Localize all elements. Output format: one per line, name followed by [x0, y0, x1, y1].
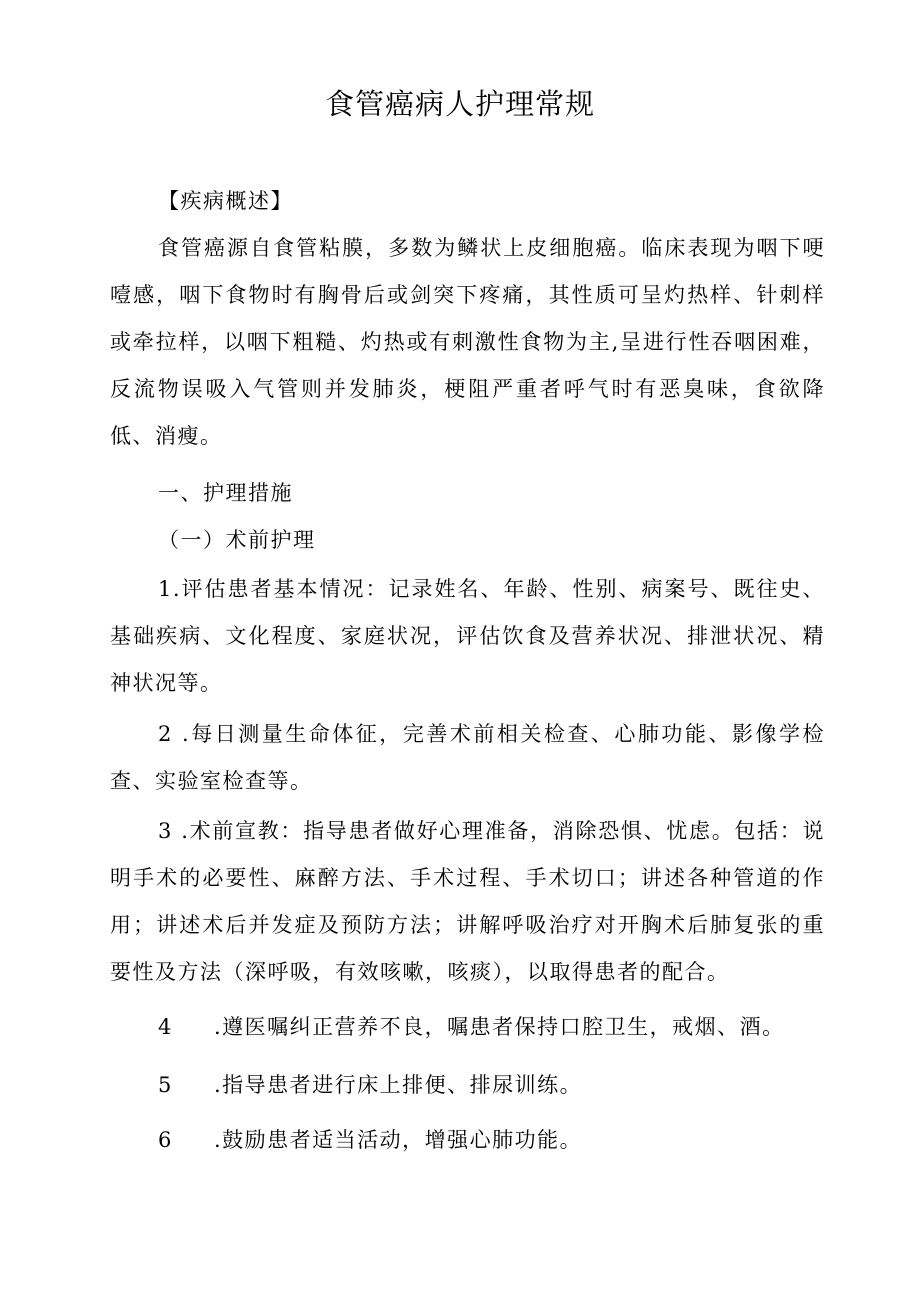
list-item-4-number: 4 [158, 1015, 173, 1039]
list-item-6 [158, 1117, 582, 1164]
list-item-6-text: .鼓励患者适当活动，增强心肺功能。 [214, 1128, 583, 1152]
overview-paragraph: 食管癌源自食管粘膜，多数为鳞状上皮细胞癌。临床表现为咽下哽噎感，咽下食物时有胸骨后或剑突下疼痛，其性质可呈灼热样、针刺样或牵拉样，以咽下粗糙、灼热或有刺激性食物为主,呈进行性吞咽困难，反流物误吸入气管则并发肺炎，梗阻严重者呼气时有恶臭味，食欲降低、消瘦。 [110, 236, 825, 448]
document-title: 食管癌病人护理常规 [324, 87, 595, 121]
list-item-5-number: 5 [158, 1073, 173, 1097]
list-item-4 [158, 1004, 785, 1051]
section-heading-nursing-measures: 一、护理措施 [158, 481, 293, 505]
list-item-2: 2 .每日测量生命体征，完善术前相关检查、心肺功能、影像学检查、实验室检查等。 [110, 722, 825, 793]
subsection-heading-preoperative: （一）术前护理 [158, 528, 316, 552]
list-item-4-text: .遵医嘱纠正营养不良，嘱患者保持口腔卫生，戒烟、酒。 [214, 1015, 785, 1039]
list-item-5-text: .指导患者进行床上排便、排尿训练。 [214, 1073, 583, 1097]
list-item-6-number: 6 [158, 1128, 173, 1152]
list-item-1: 1.评估患者基本情况：记录姓名、年龄、性别、病案号、既往史、基础疾病、文化程度、家庭状况，评估饮食及营养状况、排泄状况、精神状况等。 [110, 577, 825, 695]
list-item-3: 3 .术前宣教：指导患者做好心理准备，消除恐惧、忧虑。包括：说明手术的必要性、麻醉方法、手术过程、手术切口；讲述各种管道的作用；讲述术后并发症及预防方法；讲解呼吸治疗对开胸术后肺复张的重要性及方法（深呼吸，有效咳嗽，咳痰），以取得患者的配合。 [110, 819, 825, 984]
overview-heading: 【疾病概述】 [158, 189, 293, 213]
list-item-5 [158, 1062, 582, 1109]
